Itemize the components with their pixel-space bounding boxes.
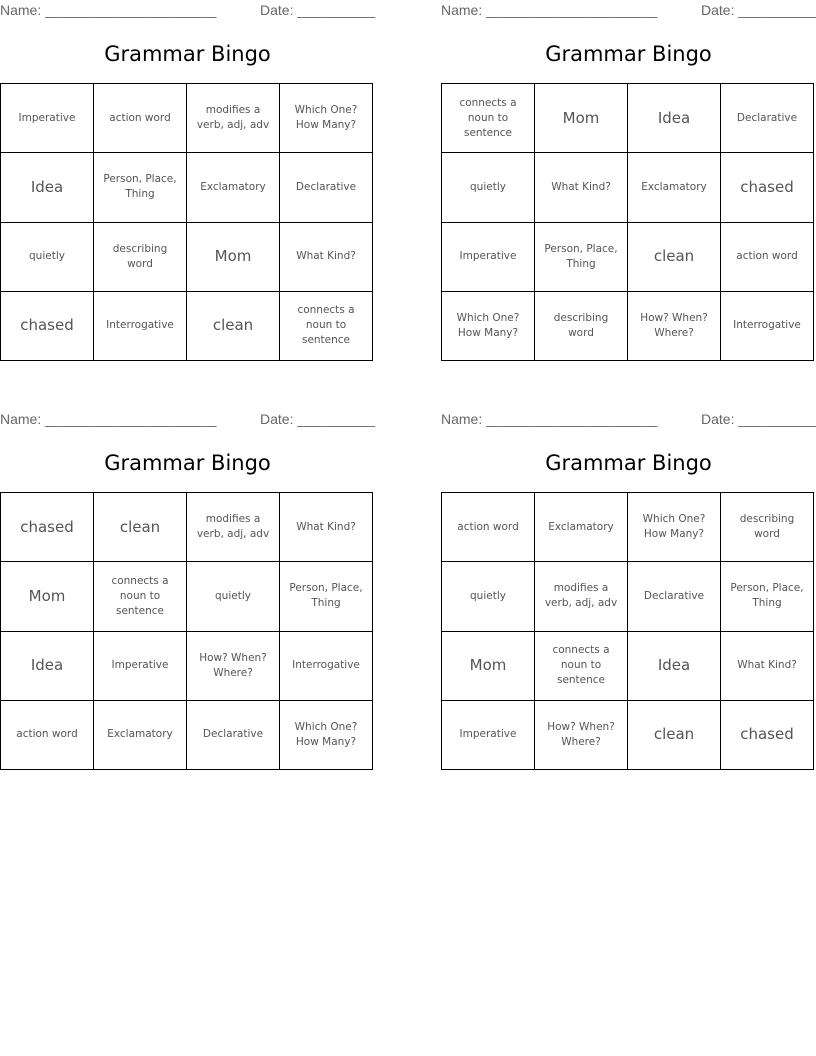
bingo-row <box>1 700 373 769</box>
bingo-cell: Exclamatory <box>187 153 280 222</box>
bingo-cell: Which One? How Many? <box>442 291 535 360</box>
bingo-cell: How? When? Where? <box>535 700 628 769</box>
bingo-cell: Person, Place, Thing <box>94 153 187 222</box>
bingo-cell: chased <box>721 700 814 769</box>
bingo-cell: What Kind? <box>280 493 373 562</box>
bingo-card <box>441 409 816 781</box>
date-field-label: Date: __________ <box>260 2 376 18</box>
name-field-label: Name: ______________________ <box>0 2 217 18</box>
bingo-row <box>442 291 814 360</box>
bingo-cell: How? When? Where? <box>628 291 721 360</box>
bingo-cell: Mom <box>1 562 94 631</box>
bingo-cell: Declarative <box>721 84 814 153</box>
card-title: Grammar Bingo <box>545 451 712 475</box>
bingo-cell: Declarative <box>628 562 721 631</box>
card-title: Grammar Bingo <box>104 451 271 475</box>
bingo-cell: Which One? How Many? <box>280 700 373 769</box>
bingo-cell: Imperative <box>442 222 535 291</box>
bingo-cell: Person, Place, Thing <box>535 222 628 291</box>
bingo-cell: action word <box>1 700 94 769</box>
bingo-cell: Which One? How Many? <box>280 84 373 153</box>
bingo-card <box>0 409 375 781</box>
bingo-row <box>442 222 814 291</box>
bingo-cell: Person, Place, Thing <box>721 562 814 631</box>
bingo-cell: action word <box>442 493 535 562</box>
bingo-cell: Idea <box>1 153 94 222</box>
bingo-cell: clean <box>628 700 721 769</box>
bingo-cell: connects a noun to sentence <box>535 631 628 700</box>
name-field-label: Name: ______________________ <box>441 411 658 427</box>
bingo-cell: chased <box>1 493 94 562</box>
bingo-grid <box>0 492 373 770</box>
bingo-cell: Imperative <box>1 84 94 153</box>
name-date-row <box>0 0 375 20</box>
bingo-cell: modifies a verb, adj, adv <box>187 493 280 562</box>
name-field-label: Name: ______________________ <box>441 2 658 18</box>
bingo-card <box>441 0 816 372</box>
bingo-cell: Mom <box>442 631 535 700</box>
bingo-cell: quietly <box>1 222 94 291</box>
bingo-card <box>0 0 375 372</box>
bingo-grid <box>441 83 814 361</box>
bingo-cell: Mom <box>535 84 628 153</box>
bingo-cell: describing word <box>721 493 814 562</box>
bingo-grid <box>0 83 373 361</box>
bingo-cell: Exclamatory <box>628 153 721 222</box>
bingo-cell: quietly <box>187 562 280 631</box>
bingo-cell: Exclamatory <box>94 700 187 769</box>
bingo-cell: chased <box>1 291 94 360</box>
bingo-cell: action word <box>94 84 187 153</box>
bingo-row <box>442 493 814 562</box>
name-date-row <box>441 0 816 20</box>
bingo-cell: quietly <box>442 562 535 631</box>
bingo-cell: Declarative <box>187 700 280 769</box>
bingo-cell: Interrogative <box>721 291 814 360</box>
bingo-cell: describing word <box>535 291 628 360</box>
bingo-row <box>1 84 373 153</box>
bingo-grid <box>441 492 814 770</box>
bingo-cell: quietly <box>442 153 535 222</box>
bingo-cell: action word <box>721 222 814 291</box>
bingo-cell: clean <box>628 222 721 291</box>
bingo-row <box>1 493 373 562</box>
bingo-cell: Interrogative <box>280 631 373 700</box>
bingo-cell: clean <box>187 291 280 360</box>
bingo-cell: connects a noun to sentence <box>280 291 373 360</box>
bingo-cell: connects a noun to sentence <box>442 84 535 153</box>
bingo-cell: Mom <box>187 222 280 291</box>
bingo-cell: Imperative <box>442 700 535 769</box>
bingo-cell: What Kind? <box>535 153 628 222</box>
card-title: Grammar Bingo <box>104 42 271 66</box>
bingo-cell: Declarative <box>280 153 373 222</box>
name-field-label: Name: ______________________ <box>0 411 217 427</box>
bingo-row <box>1 631 373 700</box>
bingo-cell: Which One? How Many? <box>628 493 721 562</box>
bingo-cell: Idea <box>628 631 721 700</box>
name-date-row <box>441 409 816 429</box>
bingo-cell: Idea <box>628 84 721 153</box>
bingo-cell: chased <box>721 153 814 222</box>
bingo-cell: What Kind? <box>280 222 373 291</box>
date-field-label: Date: __________ <box>701 2 816 18</box>
bingo-cell: modifies a verb, adj, adv <box>535 562 628 631</box>
bingo-row <box>442 562 814 631</box>
date-field-label: Date: __________ <box>260 411 376 427</box>
bingo-cell: What Kind? <box>721 631 814 700</box>
bingo-cell: connects a noun to sentence <box>94 562 187 631</box>
bingo-cell: clean <box>94 493 187 562</box>
bingo-row <box>442 631 814 700</box>
bingo-cell: modifies a verb, adj, adv <box>187 84 280 153</box>
bingo-cell: Person, Place, Thing <box>280 562 373 631</box>
bingo-row <box>1 222 373 291</box>
bingo-row <box>442 700 814 769</box>
bingo-row <box>1 562 373 631</box>
bingo-cell: Idea <box>1 631 94 700</box>
name-date-row <box>0 409 375 429</box>
bingo-cell: Exclamatory <box>535 493 628 562</box>
bingo-row <box>442 153 814 222</box>
bingo-row <box>1 153 373 222</box>
bingo-cell: Imperative <box>94 631 187 700</box>
bingo-cell: How? When? Where? <box>187 631 280 700</box>
bingo-cell: describing word <box>94 222 187 291</box>
date-field-label: Date: __________ <box>701 411 816 427</box>
card-title: Grammar Bingo <box>545 42 712 66</box>
bingo-cell: Interrogative <box>94 291 187 360</box>
bingo-row <box>1 291 373 360</box>
bingo-row <box>442 84 814 153</box>
